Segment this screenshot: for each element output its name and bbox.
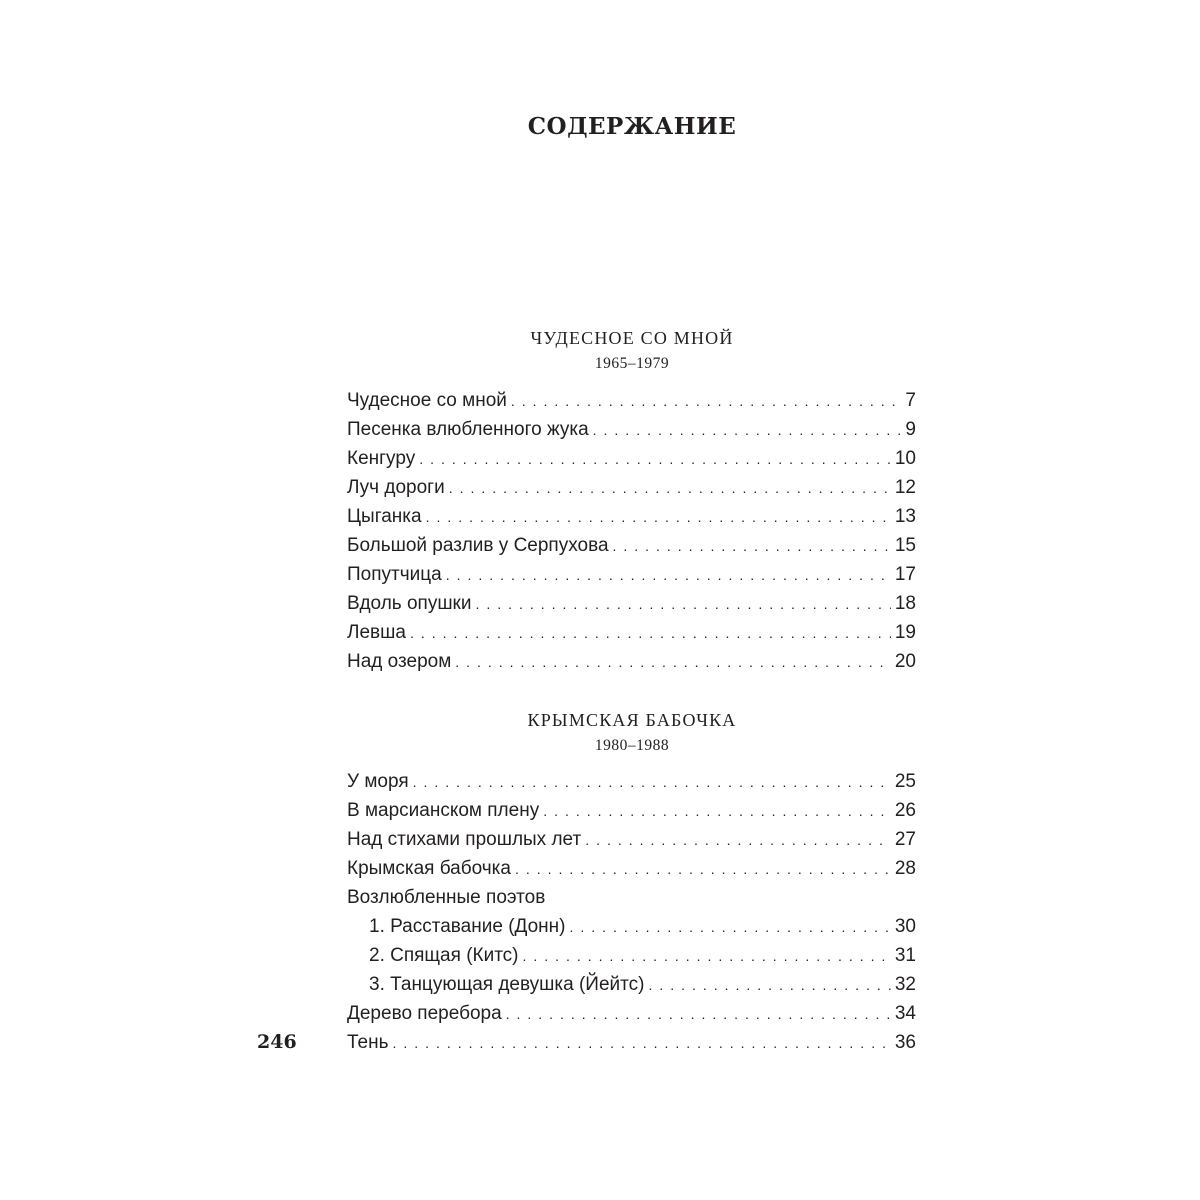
dot-leader (585, 826, 891, 855)
dot-leader (613, 532, 891, 561)
toc-entry[interactable] (347, 531, 916, 560)
dot-leader (515, 855, 891, 884)
toc-entry-title: Цыганка (347, 506, 422, 527)
toc-entry-title: Крымская бабочка (347, 858, 511, 879)
dot-leader (446, 561, 891, 590)
page-title: СОДЕРЖАНИЕ (527, 113, 737, 140)
toc-entry-title: Кенгуру (347, 448, 416, 469)
section-heading: КРЫМСКАЯ БАБОЧКА (527, 710, 737, 730)
dot-leader (506, 1000, 891, 1029)
toc-entry[interactable] (347, 767, 916, 796)
toc-entry-title: Над озером (347, 651, 452, 672)
toc-group-heading[interactable] (347, 883, 916, 912)
dot-leader (569, 913, 890, 942)
section-years: 1980–1988 (594, 737, 670, 754)
dot-leader (523, 942, 891, 971)
toc-entry[interactable] (347, 415, 916, 444)
toc-entry-title: Песенка влюбленного жука (347, 419, 589, 440)
toc-list (347, 386, 916, 676)
toc-entry-title: Тень (347, 1032, 389, 1053)
toc-page-number: 19 (894, 622, 916, 643)
toc-entry-title: Вдоль опушки (347, 593, 472, 614)
toc-page-number: 7 (905, 390, 916, 411)
toc-entry-title: Попутчица (347, 564, 442, 585)
toc-entry-title: Возлюбленные поэтов (347, 887, 546, 908)
dot-leader (455, 648, 891, 677)
toc-page-number: 12 (894, 477, 916, 498)
toc-entry[interactable] (347, 912, 916, 941)
toc-entry[interactable] (347, 618, 916, 647)
toc-page-number: 10 (894, 448, 916, 469)
toc-page-number: 28 (894, 858, 916, 879)
toc-page-number: 9 (905, 419, 916, 440)
toc-entry[interactable] (347, 999, 916, 1028)
toc-page-number: 20 (894, 651, 916, 672)
section-years: 1965–1979 (594, 355, 670, 372)
toc-page-number: 15 (894, 535, 916, 556)
toc-entry[interactable] (347, 444, 916, 473)
toc-entry[interactable] (347, 647, 916, 676)
toc-entry-title: Левша (347, 622, 406, 643)
toc-entry-title: Большой разлив у Серпухова (347, 535, 609, 556)
toc-entry[interactable] (347, 796, 916, 825)
toc-entry[interactable] (347, 941, 916, 970)
dot-leader (475, 590, 890, 619)
dot-leader (593, 416, 902, 445)
toc-page-number: 36 (894, 1032, 916, 1053)
toc-page-number: 18 (894, 593, 916, 614)
dot-leader (543, 797, 891, 826)
page-number-folio: 246 (257, 1031, 297, 1053)
section-heading: ЧУДЕСНОЕ СО МНОЙ (530, 328, 734, 348)
toc-page-number: 25 (894, 771, 916, 792)
dot-leader (511, 387, 902, 416)
toc-page-number: 13 (894, 506, 916, 527)
dot-leader (419, 445, 891, 474)
dot-leader (648, 971, 890, 1000)
toc-entry[interactable] (347, 473, 916, 502)
toc-entry[interactable] (347, 970, 916, 999)
toc-entry[interactable] (347, 560, 916, 589)
toc-entry-title: У моря (347, 771, 409, 792)
toc-entry-title: Луч дороги (347, 477, 445, 498)
toc-entry[interactable] (347, 386, 916, 415)
toc-entry[interactable] (347, 825, 916, 854)
toc-page-number: 34 (894, 1003, 916, 1024)
dot-leader (413, 768, 891, 797)
toc-page-number: 26 (894, 800, 916, 821)
dot-leader (393, 1029, 891, 1058)
toc-entry[interactable] (347, 1028, 916, 1057)
toc-page-number: 32 (894, 974, 916, 995)
toc-page-number: 17 (894, 564, 916, 585)
dot-leader (426, 503, 891, 532)
toc-entry-title: Дерево перебора (347, 1003, 502, 1024)
toc-entry-title: 2. Спящая (Китс) (369, 945, 519, 966)
toc-list (347, 767, 916, 1057)
toc-page-number: 31 (894, 945, 916, 966)
dot-leader (410, 619, 891, 648)
toc-page-number: 27 (894, 829, 916, 850)
toc-page-number: 30 (894, 916, 916, 937)
toc-entry-title: 1. Расставание (Донн) (369, 916, 566, 937)
toc-entry[interactable] (347, 854, 916, 883)
toc-entry[interactable] (347, 502, 916, 531)
toc-entry-title: Над стихами прошлых лет (347, 829, 582, 850)
toc-entry[interactable] (347, 589, 916, 618)
toc-entry-title: 3. Танцующая девушка (Йейтс) (369, 974, 645, 995)
toc-entry-title: В марсианском плену (347, 800, 540, 821)
toc-entry-title: Чудесное со мной (347, 390, 507, 411)
dot-leader (449, 474, 891, 503)
